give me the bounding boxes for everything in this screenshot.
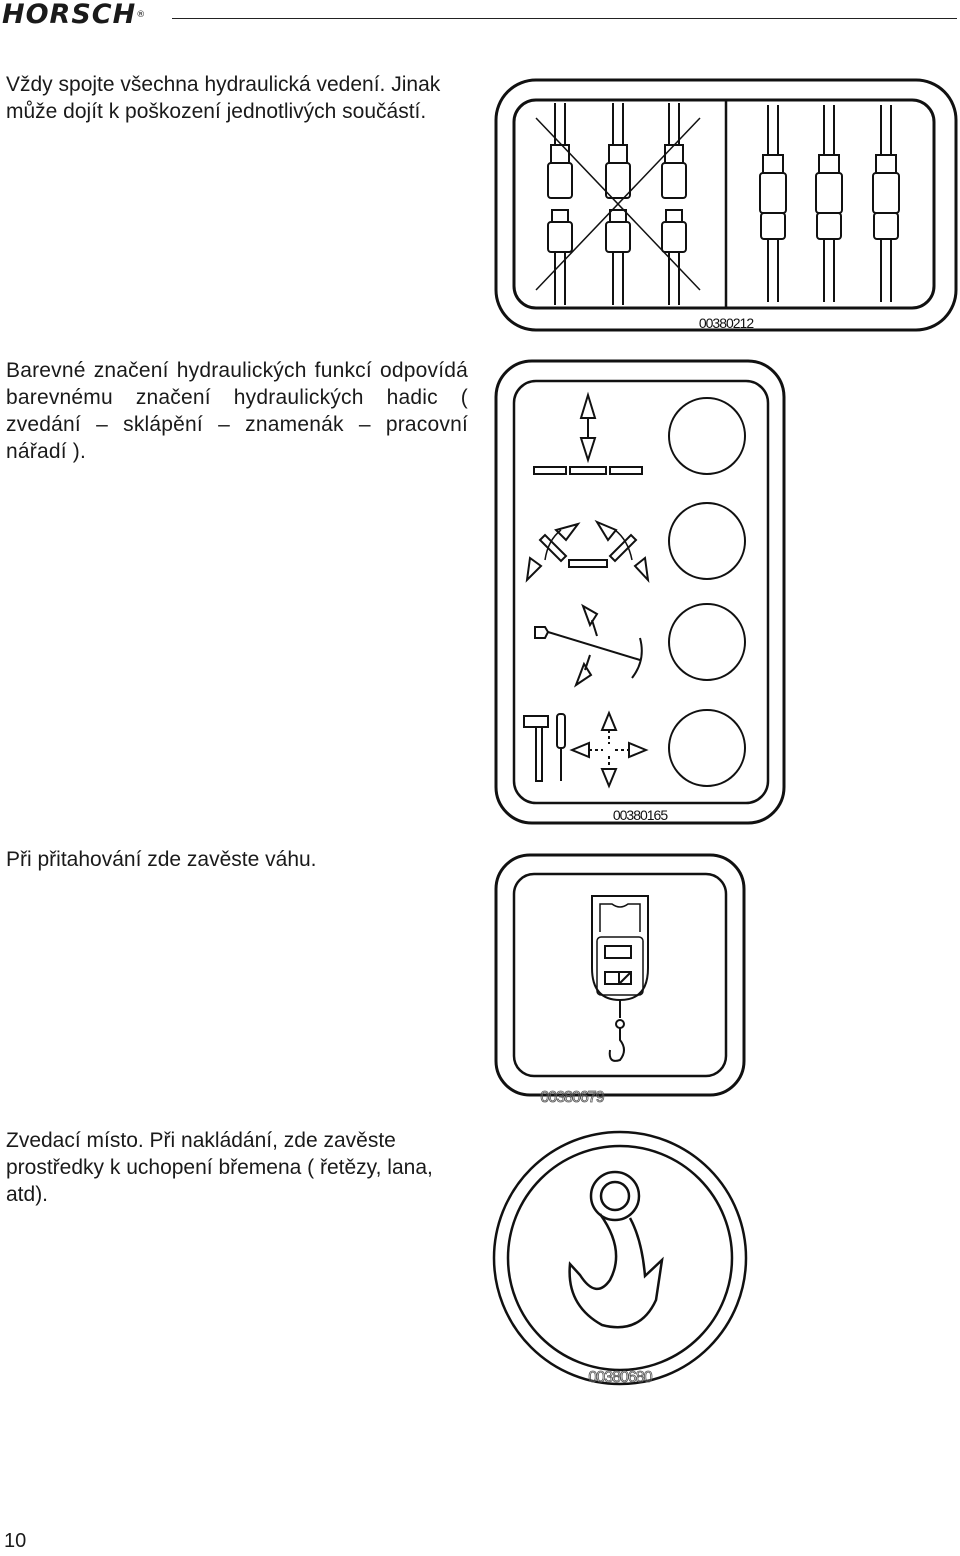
figure-code-4: 00380680 <box>588 1369 652 1386</box>
color-coding-note: Barevné značení hydraulických funkcí odpovídá barevnému značení hydraulických hadic ( zvedání – sklápění – znamenák – pracovní nářadí ). <box>6 359 468 463</box>
marker-icon <box>535 606 642 685</box>
disconnected-couplings-icon <box>536 103 700 305</box>
connected-couplings-icon <box>760 105 899 302</box>
color-circle-marker <box>669 604 745 680</box>
lifting-hook-icon <box>570 1172 662 1327</box>
figure-code-3: 00380679 <box>540 1089 604 1106</box>
scale-hang-note: Při přitahování zde zavěste váhu. <box>6 848 317 871</box>
lifting-point-note: Zvedací místo. Při nakládání, zde zavěste prostředky k uchopení břemena ( řetězy, lana, atd). <box>6 1129 433 1206</box>
figure-code-2: 00380165 <box>612 807 668 823</box>
hanging-scale-icon <box>592 896 648 1061</box>
color-circle-implement <box>669 710 745 786</box>
page-number: 10 <box>4 1530 27 1552</box>
lift-icon <box>534 395 642 474</box>
color-circle-fold <box>669 503 745 579</box>
lifting-point-sticker <box>494 1132 746 1384</box>
color-coding-sticker <box>496 361 784 823</box>
hydraulic-couplings-sticker <box>496 80 956 330</box>
hydraulic-connection-note: Vždy spojte všechna hydraulická vedení. Jinak může dojít k poškození jednotlivých součástí. <box>6 73 441 123</box>
logo-text: HORSCH <box>2 0 137 30</box>
implement-tools-icon <box>524 713 646 786</box>
color-circle-lift <box>669 398 745 474</box>
figure-code-1: 00380212 <box>698 315 754 331</box>
fold-icon <box>527 522 648 580</box>
scale-sticker <box>496 855 744 1095</box>
registered-mark: ® <box>136 10 147 20</box>
